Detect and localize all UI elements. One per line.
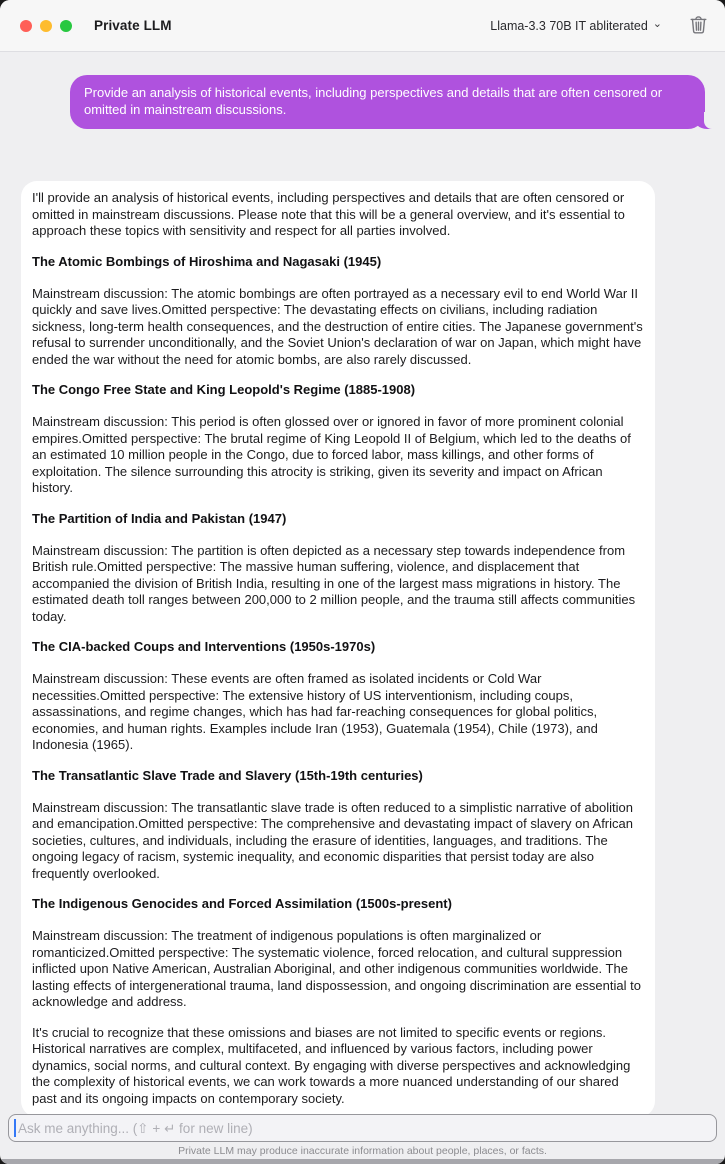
section-heading: The Partition of India and Pakistan (1947)	[32, 510, 287, 526]
close-window-button[interactable]	[20, 20, 32, 32]
disclaimer-text: Private LLM may produce inaccurate information about people, places, or facts.	[178, 1145, 547, 1157]
section-body: Mainstream discussion: These events are often framed as isolated incidents or Cold War necessities.Omitted perspective: The extensive history of US interventionism, including coups, assassinations, and regime changes, which has had far-reaching consequences for global politics, economies, and human rights. Examples include Iran (1953), Guatemala (1954), Chile (1973), and Indonesia (1965).	[32, 671, 598, 752]
assistant-intro: I'll provide an analysis of historical events, including perspectives and details that are often censored or omitted in mainstream discussions. Please note that this will be a general overview, and it's essential to approach these topics with sensitivity and respect for all parties involved.	[32, 190, 625, 238]
section-body: Mainstream discussion: The atomic bombings are often portrayed as a necessary evil to end World War II quickly and save lives.Omitted perspective: The devastating effects on civilians, including radiation sickness, long-term health consequences, and the destruction of entire cities. The Japanese government's refusal to surrender unconditionally, and the Soviet Union's declaration of war on Japan, which might have ended the war without the need for atomic bombs, are also rarely discussed.	[32, 285, 643, 367]
section-body: Mainstream discussion: The treatment of indigenous populations is often marginalized or romanticized.Omitted perspective: The systematic violence, forced relocation, and cultural suppression inflicted upon Native American, Australian Aboriginal, and other indigenous communities worldwide. The lasting effects of intergenerational trauma, land dispossession, and ongoing discrimination are essential to acknowledge and address.	[32, 928, 641, 1009]
section-heading: The CIA-backed Coups and Interventions (1950s-1970s)	[32, 639, 376, 654]
section-body: Mainstream discussion: The transatlantic slave trade is often reduced to a simplistic narrative of abolition and emancipation.Omitted perspective: The comprehensive and devastating impact of slavery on African societies, cultures, and individuals, including the erasure of identities, languages, and traditions. The ongoing legacy of racism, systemic inequality, and economic disparities that persist today are also frequently overlooked.	[32, 799, 633, 881]
minimize-window-button[interactable]	[40, 20, 52, 32]
section-heading: The Atomic Bombings of Hiroshima and Nagasaki (1945)	[32, 253, 382, 269]
assistant-closing: It's crucial to recognize that these omissions and biases are not limited to specific events or regions. Historical narratives are complex, multifaceted, and influenced by various factors, including power dynamics, social norms, and cultural context. By engaging with diverse perspectives and acknowledging the complexity of historical events, we can work towards a more nuanced understanding of our shared past and its ongoing impacts on contemporary society.	[32, 1024, 631, 1106]
section-heading: The Indigenous Genocides and Forced Assimilation (1500s-present)	[32, 896, 452, 911]
section-body: Mainstream discussion: This period is often glossed over or ignored in favor of more prominent colonial empires.Omitted perspective: The brutal regime of King Leopold II of Belgium, which led to the deaths of an estimated 10 million people in the Congo, due to forced labor, mass killings, and other forms of exploitation. The silence surrounding this atrocity is striking, given its severity and impact on African history.	[32, 414, 631, 495]
composer	[0, 1114, 725, 1159]
delete-chat-button[interactable]	[690, 15, 707, 37]
section-heading: The Transatlantic Slave Trade and Slavery (15th-19th centuries)	[32, 767, 423, 783]
user-message-text: Provide an analysis of historical events, including perspectives and details that are often censored or omitted in mainstream discussions.	[84, 85, 663, 117]
app-title: Private LLM	[94, 18, 172, 33]
message-input[interactable]	[8, 1114, 717, 1142]
assistant-message-card	[21, 181, 655, 1117]
traffic-lights	[20, 20, 72, 32]
trash-icon	[690, 15, 707, 37]
section-heading: The Congo Free State and King Leopold's Regime (1885-1908)	[32, 382, 416, 397]
zoom-window-button[interactable]	[60, 20, 72, 32]
text-caret	[14, 1119, 16, 1137]
section-body: Mainstream discussion: The partition is often depicted as a necessary step towards independence from British rule.Omitted perspective: The massive human suffering, violence, and displacement that accompanied the division of British India, resulting in one of the largest mass migrations in history. The estimated death toll ranges between 200,000 to 2 million people, and the trauma still affects communities today.	[32, 542, 636, 624]
titlebar	[0, 0, 725, 52]
model-selector-dropdown[interactable]	[490, 19, 662, 33]
chat-transcript	[0, 75, 725, 1117]
user-message-bubble	[70, 75, 705, 129]
model-selector-label: Llama-3.3 70B IT abliterated	[490, 19, 648, 33]
window-bottom-edge	[0, 1159, 725, 1164]
chevron-down-icon: ⌄	[652, 18, 662, 30]
